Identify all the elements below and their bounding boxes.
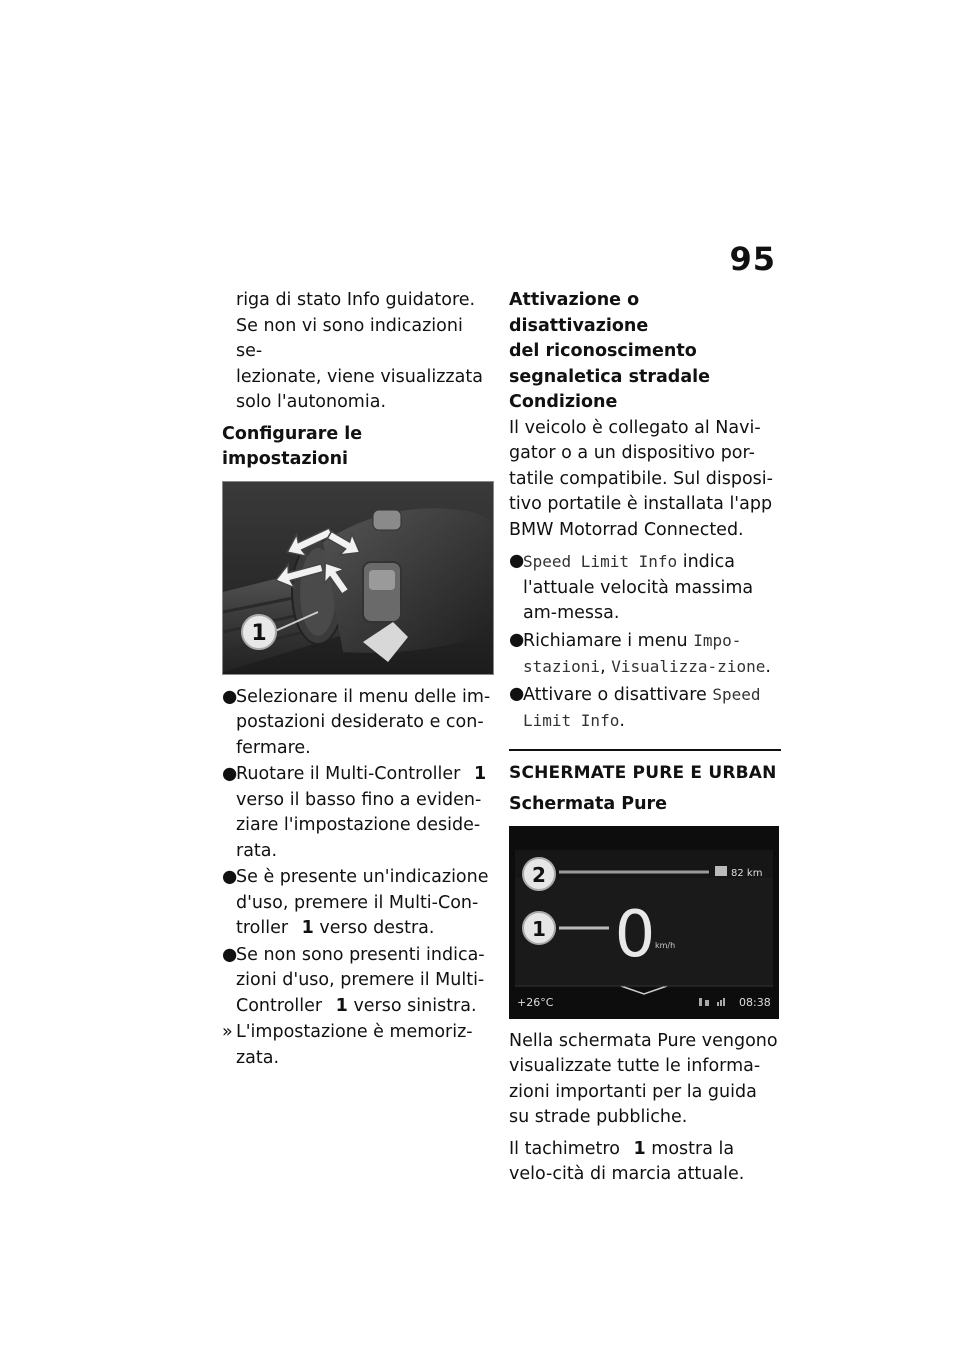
figure-callout-1: 1	[251, 620, 267, 646]
page-number: 95	[729, 240, 776, 278]
step-text: Selezionare il menu delle im-postazioni desiderato e con-fermare.	[236, 686, 491, 758]
intro-line: riga di stato Info guidatore.	[236, 290, 476, 310]
display-callout-1: 1	[532, 916, 546, 941]
clock-readout: 08:38	[739, 995, 771, 1009]
step-text: Se non sono presenti indica-zioni d'uso, premere il Multi-Controller	[236, 944, 485, 1016]
reference-number: 1	[633, 1138, 646, 1159]
list-item	[222, 762, 494, 864]
speed-unit: km/h	[655, 940, 676, 950]
menu-term: Speed Limit Info	[523, 552, 678, 571]
condition-paragraph: Il veicolo è collegato al Navi-gator o a un dispositivo por-tatile compatibile. Sul disposi-tivo portatile è installata l'app BMW Motorrad Connected.	[509, 417, 773, 540]
display-callout-2: 2	[532, 862, 546, 887]
step-text: Attivare o disattivare	[523, 684, 707, 705]
sub-heading-pure: Schermata Pure	[509, 794, 668, 814]
settings-steps-list	[222, 685, 494, 1072]
intro-paragraph	[222, 288, 494, 416]
intro-line: Se non vi sono indicazioni se-	[236, 315, 463, 361]
separator: ,	[600, 657, 606, 677]
menu-term: Speed Limit Info	[523, 684, 761, 730]
multi-controller-figure	[222, 481, 494, 675]
list-item	[222, 1020, 494, 1071]
list-item	[509, 682, 781, 735]
section-title-pure-urban: SCHERMATE PURE E URBAN	[509, 749, 781, 787]
section-heading-settings: Configurare le impostazioni	[222, 423, 363, 469]
bullet-mark: ●	[509, 683, 525, 704]
tacho-text: mostra la velo-cità di marcia attuale.	[509, 1138, 745, 1184]
result-mark: »	[222, 1022, 233, 1042]
bullet-mark: ●	[222, 686, 238, 707]
heading-line: segnaletica stradale	[509, 366, 711, 387]
menu-term: Impo-stazioni	[523, 630, 742, 676]
reference-number: 1	[473, 764, 487, 784]
bullet-mark: ●	[222, 764, 238, 784]
step-text: verso il basso fino a eviden-ziare l'impostazione deside-rata.	[236, 789, 482, 861]
list-item	[509, 549, 781, 627]
bullet-mark: ●	[222, 867, 238, 887]
punctuation: .	[619, 711, 625, 731]
bullet-mark: ●	[222, 944, 238, 965]
tachometer-paragraph	[509, 1137, 781, 1188]
punctuation: .	[765, 657, 771, 677]
left-column	[222, 288, 494, 1072]
tacho-text: Il tachimetro	[509, 1138, 620, 1159]
bullet-mark: ●	[509, 629, 525, 650]
reference-number: 1	[335, 995, 348, 1016]
intro-line: lezionate, viene visualizzata	[236, 366, 483, 387]
step-text: verso sinistra.	[353, 995, 477, 1016]
heading-line: Attivazione o disattivazione	[509, 290, 649, 336]
bullet-mark: ●	[509, 551, 525, 571]
list-item	[509, 628, 781, 681]
pure-display-figure	[509, 826, 779, 1019]
list-item	[222, 943, 494, 1020]
speed-digit: 0	[614, 897, 656, 972]
step-text: verso destra.	[319, 918, 435, 938]
step-text: indica l'attuale velocità massima am-messa.	[523, 552, 754, 623]
intro-line: solo l'autonomia.	[236, 392, 387, 412]
temperature-readout: +26°C	[517, 995, 554, 1009]
menu-term: Visualizza-zione	[611, 657, 766, 676]
list-item	[222, 865, 494, 942]
handlebar-illustration	[223, 482, 494, 675]
range-readout: 82 km	[731, 867, 763, 879]
traffic-sign-heading	[509, 288, 781, 416]
step-text: Ruotare il Multi-Controller	[236, 764, 461, 784]
condition-label: Condizione	[509, 392, 618, 412]
result-text: L'impostazione è memoriz-zata.	[236, 1022, 473, 1068]
tft-display-illustration	[509, 826, 779, 1019]
pure-paragraph: Nella schermata Pure vengono visualizzate tutte le informa-zioni importanti per la guida su strade pubbliche.	[509, 1030, 778, 1127]
reference-number: 1	[301, 918, 314, 938]
step-text: Se è presente un'indicazione d'uso, premere il Multi-Con-troller	[236, 867, 489, 938]
right-column	[509, 288, 781, 1194]
heading-line: del riconoscimento	[509, 341, 697, 361]
list-item	[222, 685, 494, 762]
step-text: Richiamare i menu	[523, 630, 688, 651]
speed-limit-list	[509, 549, 781, 735]
